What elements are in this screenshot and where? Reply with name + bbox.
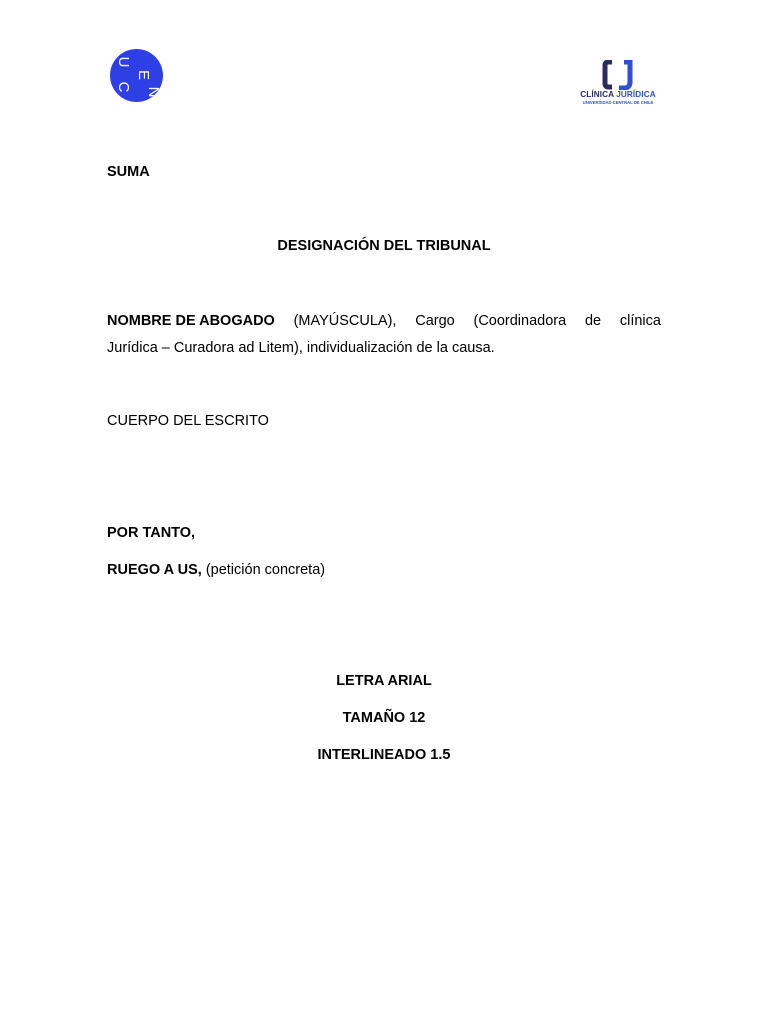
ucen-logo-letter-c: C xyxy=(115,81,132,93)
ucen-logo-icon xyxy=(110,49,163,102)
cj-mark-icon xyxy=(574,60,662,90)
intro-word: de xyxy=(584,313,602,329)
format-note-font: LETRA ARIAL xyxy=(336,673,432,689)
ucen-logo xyxy=(110,49,163,102)
university-label: UNIVERSIDAD CENTRAL DE CHILE xyxy=(582,100,654,105)
clinica-juridica-label xyxy=(574,90,662,99)
ruego-label: RUEGO A US, xyxy=(107,562,202,578)
format-note-size: TAMAÑO 12 xyxy=(342,710,426,726)
lawyer-name-placeholder: NOMBRE DE ABOGADO xyxy=(107,313,275,329)
clinica-label: CLÍNICA xyxy=(580,90,617,99)
ucen-logo-letter-e: E xyxy=(135,69,152,81)
intro-line-1 xyxy=(107,308,661,335)
intro-word: (Coordinadora xyxy=(473,313,567,329)
por-tanto-label: POR TANTO, xyxy=(107,525,196,541)
tribunal-heading: DESIGNACIÓN DEL TRIBUNAL xyxy=(277,238,491,254)
intro-paragraph xyxy=(107,308,661,362)
clinica-juridica-logo xyxy=(574,60,664,108)
intro-line-2: Jurídica – Curadora ad Litem), individualización de la causa. xyxy=(107,340,495,356)
ucen-logo-letter-u: U xyxy=(115,56,132,68)
petition-line xyxy=(107,557,661,584)
intro-word: clínica xyxy=(619,313,661,329)
intro-word: Cargo xyxy=(415,313,455,329)
petition-placeholder: (petición concreta) xyxy=(201,562,326,578)
juridica-label: JURÍDICA xyxy=(616,90,656,99)
ucen-logo-letter-n: N xyxy=(145,86,162,98)
intro-word: (MAYÚSCULA), xyxy=(293,313,397,329)
suma-heading: SUMA xyxy=(107,164,150,180)
body-placeholder: CUERPO DEL ESCRITO xyxy=(107,413,269,429)
format-note-spacing: INTERLINEADO 1.5 xyxy=(317,747,451,763)
